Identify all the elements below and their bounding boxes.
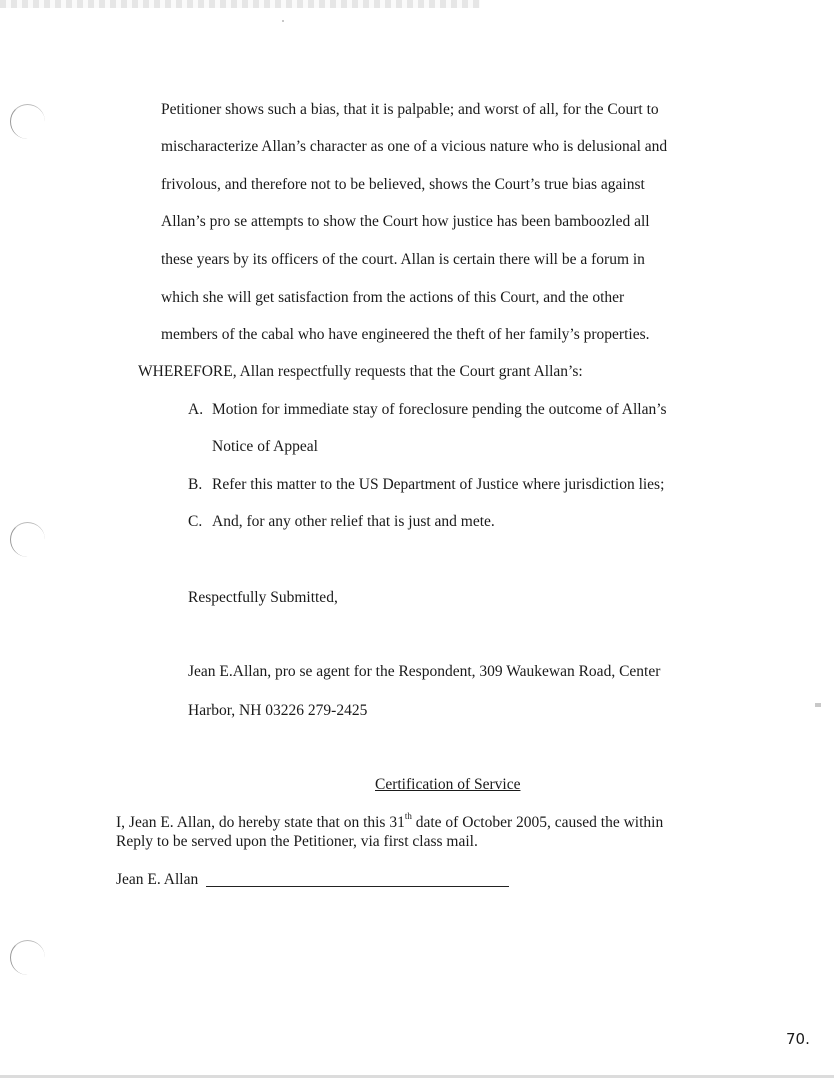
request-marker: C. — [188, 513, 203, 530]
scan-edge-top — [0, 0, 480, 8]
signature-name: Jean E. Allan — [116, 871, 199, 888]
certification-text: I, Jean E. Allan, do hereby state that on this 31 — [116, 814, 405, 831]
signer-address: Harbor, NH 03226 279-2425 — [188, 702, 368, 719]
scan-speck — [282, 20, 284, 22]
body-line: these years by its officers of the court. Allan is certain there will be a forum in — [161, 251, 645, 268]
punch-hole-mark — [10, 104, 45, 139]
body-line: frivolous, and therefore not to be believed, shows the Court’s true bias against — [161, 176, 645, 193]
wherefore-clause: WHEREFORE, Allan respectfully requests that the Court grant Allan’s: — [138, 363, 583, 380]
body-line: Allan’s pro se attempts to show the Court how justice has been bamboozled all — [161, 213, 650, 230]
ordinal-suffix: th — [404, 810, 412, 821]
request-text: Refer this matter to the US Department of Justice where jurisdiction lies; — [212, 476, 665, 493]
request-text: Motion for immediate stay of foreclosure pending the outcome of Allan’s — [212, 401, 667, 418]
punch-hole-mark — [10, 522, 45, 557]
body-line: Petitioner shows such a bias, that it is palpable; and worst of all, for the Court to — [161, 101, 659, 118]
request-text: Notice of Appeal — [212, 438, 318, 455]
request-text: And, for any other relief that is just and mete. — [212, 513, 495, 530]
certification-heading: Certification of Service — [375, 776, 521, 793]
scan-speck — [815, 703, 821, 707]
certification-text: date of October 2005, caused the within — [411, 814, 664, 831]
request-marker: B. — [188, 476, 203, 493]
body-line: members of the cabal who have engineered the theft of her family’s properties. — [161, 326, 650, 343]
body-line: which she will get satisfaction from the actions of this Court, and the other — [161, 289, 625, 306]
request-marker: A. — [188, 401, 204, 418]
closing-salutation: Respectfully Submitted, — [188, 589, 338, 606]
punch-hole-mark — [10, 940, 45, 975]
certification-statement: Reply to be served upon the Petitioner, via first class mail. — [116, 833, 478, 850]
signer-address: Jean E.Allan, pro se agent for the Respondent, 309 Waukewan Road, Center — [188, 663, 661, 680]
body-line: mischaracterize Allan’s character as one of a vicious nature who is delusional and — [161, 138, 668, 155]
page-number: 70. — [786, 1030, 810, 1048]
signature-line — [206, 886, 509, 887]
certification-statement — [116, 810, 664, 833]
